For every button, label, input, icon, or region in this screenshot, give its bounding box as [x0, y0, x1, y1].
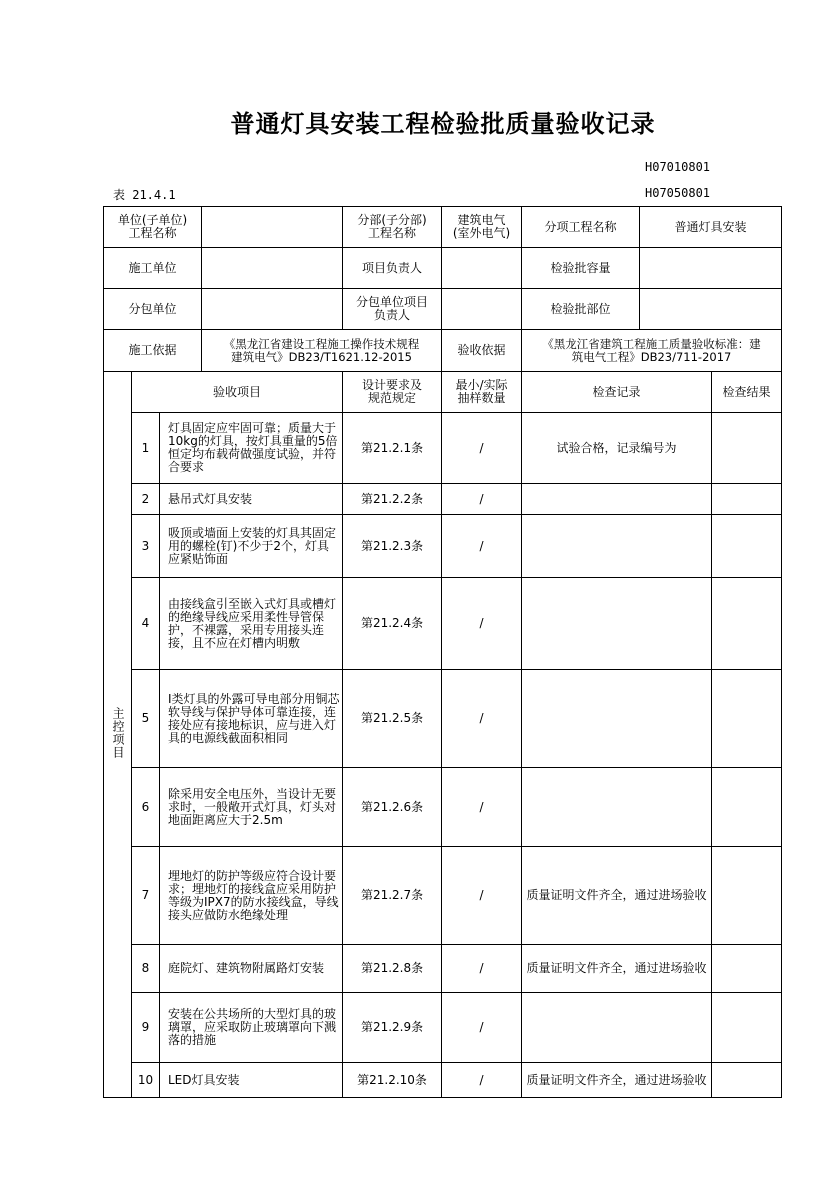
row-result[interactable]	[712, 413, 782, 484]
table-row	[104, 993, 782, 1063]
row-item: 悬吊式灯具安装	[160, 484, 343, 515]
row-record	[522, 484, 712, 515]
row-record	[522, 515, 712, 578]
item-value[interactable]: 普通灯具安装	[640, 207, 782, 248]
row-sample: /	[442, 578, 522, 670]
row-result[interactable]	[712, 945, 782, 993]
row-clause: 第21.2.7条	[343, 847, 442, 945]
row-sample: /	[442, 413, 522, 484]
form-code-2: H07050801	[645, 186, 711, 200]
row-result[interactable]	[712, 515, 782, 578]
row-item: 庭院灯、建筑物附属路灯安装	[160, 945, 343, 993]
unit-label: 单位(子单位) 工程名称	[104, 207, 202, 248]
row-clause: 第21.2.1条	[343, 413, 442, 484]
row-result[interactable]	[712, 578, 782, 670]
row-item: 由接线盒引至嵌入式灯具或槽灯的绝缘导线应采用柔性导管保护，不裸露，采用专用接头连接，且不应在灯槽内明敷	[160, 578, 343, 670]
col-result: 检查结果	[712, 372, 782, 413]
row-sample: /	[442, 1063, 522, 1098]
row-sample: /	[442, 484, 522, 515]
row-clause: 第21.2.2条	[343, 484, 442, 515]
acceptance-label: 验收依据	[442, 330, 522, 372]
row-number: 6	[132, 768, 160, 847]
row-item: 除采用安全电压外，当设计无要求时，一般敞开式灯具，灯头对地面距离应大于2.5m	[160, 768, 343, 847]
row-sample: /	[442, 847, 522, 945]
row-clause: 第21.2.3条	[343, 515, 442, 578]
page-title: 普通灯具安装工程检验批质量验收记录	[230, 110, 656, 138]
col-record: 检查记录	[522, 372, 712, 413]
row-number: 7	[132, 847, 160, 945]
row-item: Ⅰ类灯具的外露可导电部分用铜芯软导线与保护导体可靠连接，连接处应有接地标识，应与进入灯具的电源线截面积相同	[160, 670, 343, 768]
row-clause: 第21.2.4条	[343, 578, 442, 670]
row-sample: /	[442, 515, 522, 578]
item-label: 分项工程名称	[522, 207, 640, 248]
row-record: 质量证明文件齐全，通过进场验收	[522, 1063, 712, 1098]
inspection-table	[103, 206, 782, 1098]
row-item: LED灯具安装	[160, 1063, 343, 1098]
row-clause: 第21.2.9条	[343, 993, 442, 1063]
table-row	[104, 670, 782, 768]
unit-value[interactable]	[202, 207, 343, 248]
row-clause: 第21.2.5条	[343, 670, 442, 768]
location-value[interactable]	[640, 289, 782, 330]
group-label-cell	[104, 372, 132, 1098]
row-record: 质量证明文件齐全，通过进场验收	[522, 847, 712, 945]
row-record: 试验合格，记录编号为	[522, 413, 712, 484]
table-row	[104, 945, 782, 993]
capacity-value[interactable]	[640, 248, 782, 289]
row-number: 2	[132, 484, 160, 515]
row-number: 1	[132, 413, 160, 484]
row-result[interactable]	[712, 670, 782, 768]
basis-label: 施工依据	[104, 330, 202, 372]
pm-label: 项目负责人	[343, 248, 442, 289]
row-number: 5	[132, 670, 160, 768]
acceptance-value: 《黑龙江省建筑工程施工质量验收标准：建 筑电气工程》DB23/711-2017	[522, 330, 782, 372]
row-result[interactable]	[712, 1063, 782, 1098]
row-number: 8	[132, 945, 160, 993]
pm-value[interactable]	[442, 248, 522, 289]
row-record	[522, 578, 712, 670]
form-number: 表 21.4.1	[113, 188, 176, 202]
form-code-1: H07010801	[645, 160, 711, 174]
row-record	[522, 768, 712, 847]
constr-value[interactable]	[202, 248, 343, 289]
table-row	[104, 1063, 782, 1098]
sub-label: 分部(子分部) 工程名称	[343, 207, 442, 248]
sub-value[interactable]: 建筑电气 (室外电气)	[442, 207, 522, 248]
row-sample: /	[442, 768, 522, 847]
table-row	[104, 515, 782, 578]
subcontract-label: 分包单位	[104, 289, 202, 330]
row-result[interactable]	[712, 768, 782, 847]
table-row	[104, 578, 782, 670]
row-record: 质量证明文件齐全，通过进场验收	[522, 945, 712, 993]
row-result[interactable]	[712, 847, 782, 945]
col-design: 设计要求及 规范规定	[343, 372, 442, 413]
location-label: 检验批部位	[522, 289, 640, 330]
row-sample: /	[442, 670, 522, 768]
row-sample: /	[442, 945, 522, 993]
row-item: 安装在公共场所的大型灯具的玻璃罩，应采取防止玻璃罩向下溅落的措施	[160, 993, 343, 1063]
row-clause: 第21.2.8条	[343, 945, 442, 993]
sub-pm-value[interactable]	[442, 289, 522, 330]
row-number: 4	[132, 578, 160, 670]
row-number: 3	[132, 515, 160, 578]
row-result[interactable]	[712, 484, 782, 515]
table-row	[104, 847, 782, 945]
row-number: 10	[132, 1063, 160, 1098]
row-record	[522, 670, 712, 768]
row-result[interactable]	[712, 993, 782, 1063]
table-row	[104, 484, 782, 515]
row-clause: 第21.2.10条	[343, 1063, 442, 1098]
row-item: 吸顶或墙面上安装的灯具其固定用的螺栓(钉)不少于2个，灯具应紧贴饰面	[160, 515, 343, 578]
col-sample: 最小/实际 抽样数量	[442, 372, 522, 413]
table-row	[104, 768, 782, 847]
sub-pm-label: 分包单位项目 负责人	[343, 289, 442, 330]
table-row	[104, 413, 782, 484]
row-item: 灯具固定应牢固可靠；质量大于10kg的灯具，按灯具重量的5倍恒定均布载荷做强度试验，并符合要求	[160, 413, 343, 484]
basis-value: 《黑龙江省建设工程施工操作技术规程 建筑电气》DB23/T1621.12-2015	[202, 330, 442, 372]
group-label: 主控项目	[111, 707, 125, 759]
row-clause: 第21.2.6条	[343, 768, 442, 847]
row-sample: /	[442, 993, 522, 1063]
subcontract-value[interactable]	[202, 289, 343, 330]
col-item: 验收项目	[132, 372, 343, 413]
capacity-label: 检验批容量	[522, 248, 640, 289]
row-record	[522, 993, 712, 1063]
constr-label: 施工单位	[104, 248, 202, 289]
row-number: 9	[132, 993, 160, 1063]
row-item: 埋地灯的防护等级应符合设计要求；埋地灯的接线盒应采用防护等级为IPX7的防水接线盒，导线接头应做防水绝缘处理	[160, 847, 343, 945]
